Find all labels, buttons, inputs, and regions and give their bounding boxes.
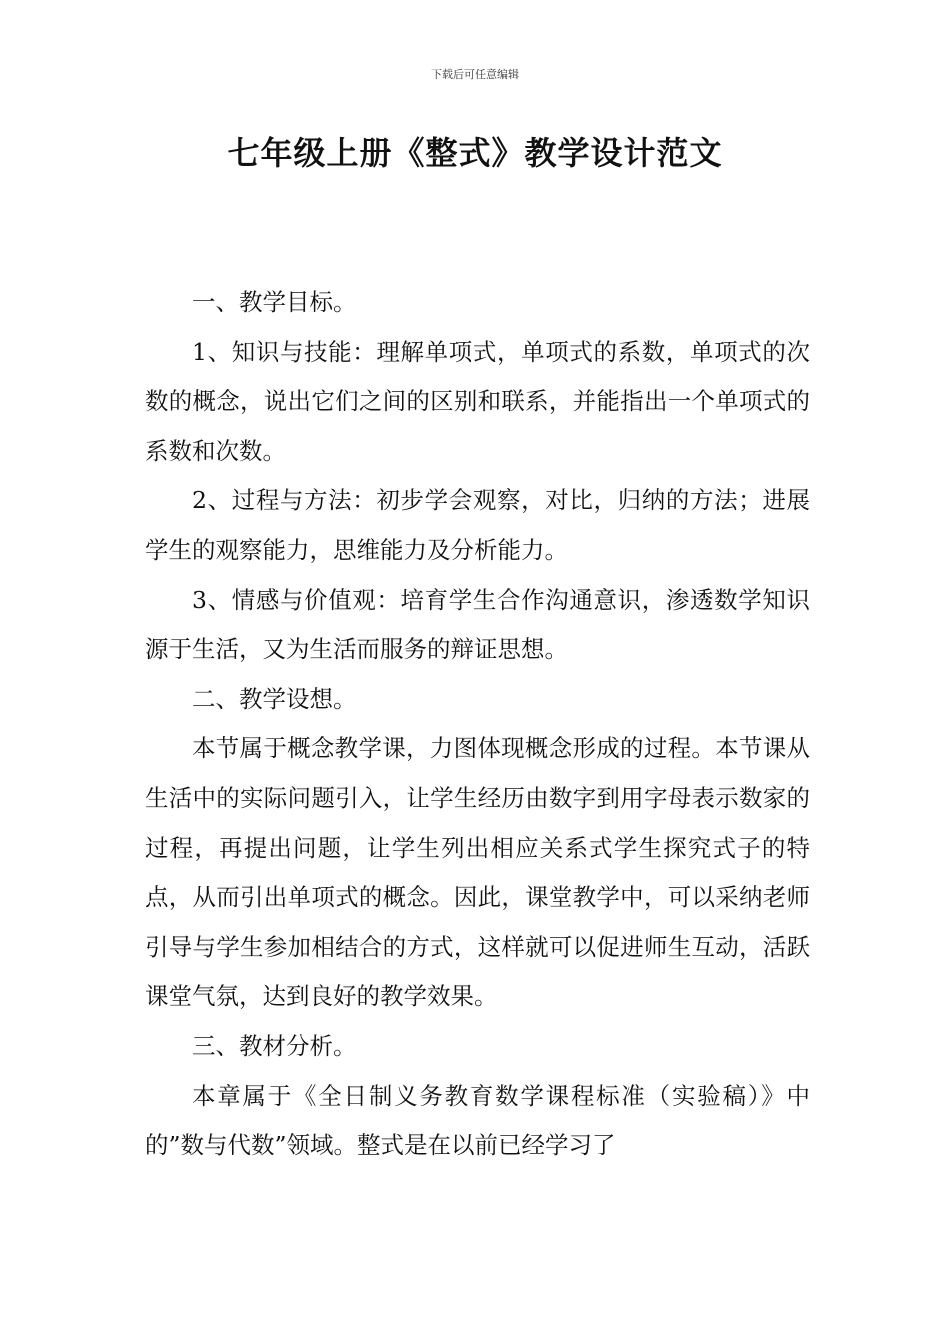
paragraph: 1、知识与技能：理解单项式，单项式的系数，单项式的次数的概念，说出它们之间的区别和联系，并能指出一个单项式的系数和次数。 (145, 337, 810, 465)
section-heading: 三、教材分析。 (192, 1031, 357, 1060)
document-body (145, 278, 810, 1171)
document-title: 七年级上册《整式》教学设计范文 (227, 134, 723, 172)
section-heading: 一、教学目标。 (192, 288, 357, 316)
section-heading: 二、教学设想。 (192, 684, 357, 713)
paragraph: 本节属于概念教学课，力图体现概念形成的过程。本节课从生活中的实际问题引入，让学生经历由数字到用字母表示数家的过程，再提出问题，让学生列出相应关系式学生探究式子的特点，从而引出单项式的概念。因此，课堂教学中，可以采纳老师引导与学生参加相结合的方式，这样就可以促进师生互动，活跃课堂气氛，达到良好的教学效果。 (145, 734, 810, 1011)
paragraph: 2、过程与方法：初步学会观察，对比，归纳的方法；进展学生的观察能力，思维能力及分析能力。 (145, 486, 810, 564)
paragraph: 本章属于《全日制义务教育数学课程标准（实验稿）》中的”数与代数”领域。整式是在以前已经学习了 (145, 1081, 810, 1160)
paragraph: 3、情感与价值观：培育学生合作沟通意识，渗透数学知识源于生活，又为生活而服务的辩证思想。 (145, 585, 810, 664)
page-header: 下载后可任意编辑 (431, 68, 519, 81)
